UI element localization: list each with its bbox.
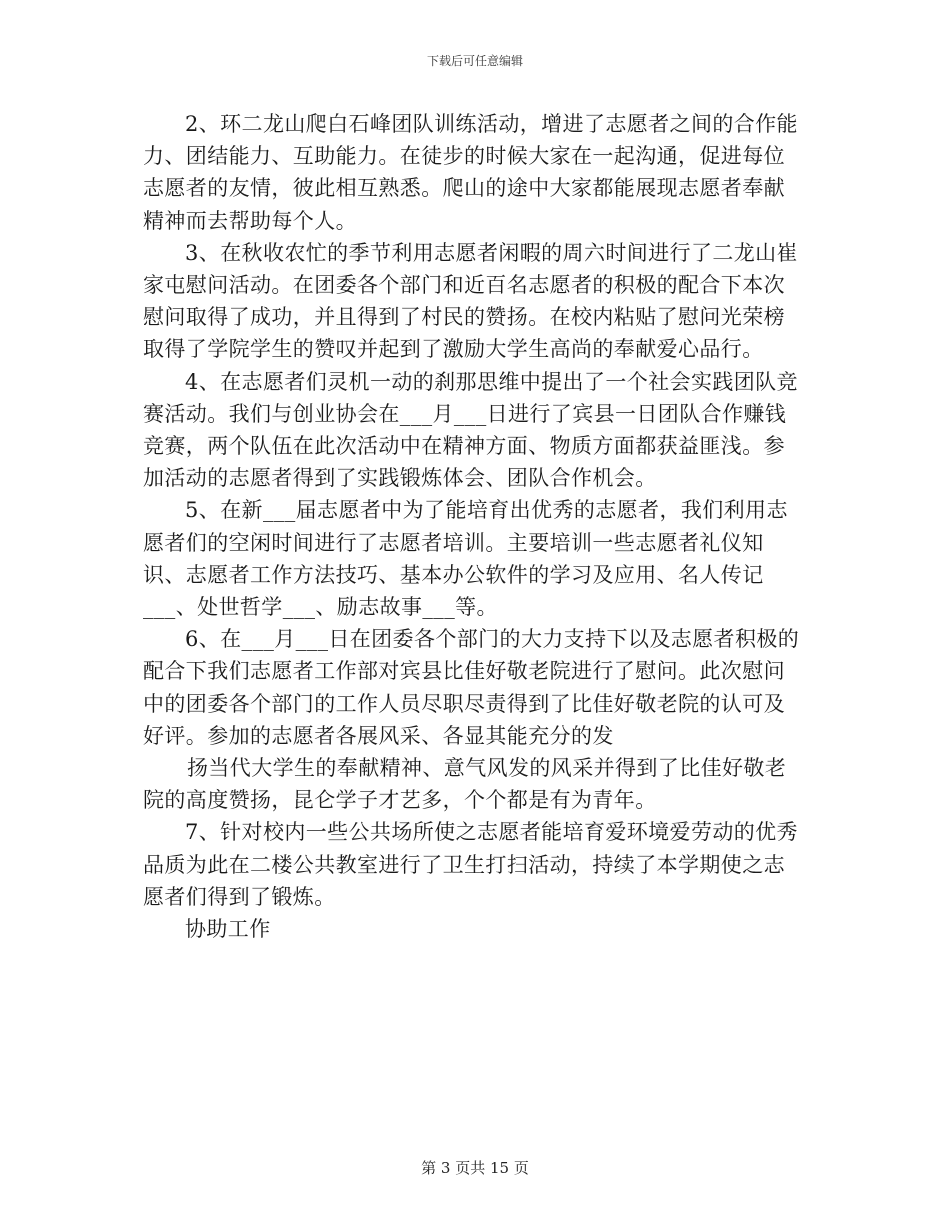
paragraph-item-6-continued: 扬当代大学生的奉献精神、意气风发的风采并得到了比佳好敬老院的高度赞扬，昆仑学子才艺多，个个都是有为青年。 xyxy=(143,756,787,813)
paragraph-item-4: 4、在志愿者们灵机一动的刹那思维中提出了一个社会实践团队竞赛活动。我们与创业协会在___月___日进行了宾县一日团队合作赚钱竞赛，两个队伍在此次活动中在精神方面、物质方面都获益匪浅。参加活动的志愿者得到了实践锻炼体会、团队合作机会。 xyxy=(143,369,798,491)
document-body xyxy=(143,108,805,945)
page-header: 下载后可任意编辑 xyxy=(426,54,523,68)
paragraph-item-2: 2、环二龙山爬白石峰团队训练活动，增进了志愿者之间的合作能力、团结能力、互助能力。在徒步的时候大家在一起沟通，促进每位志愿者的友情，彼此相互熟悉。爬山的途中大家都能展现志愿者奉献精神而去帮助每个人。 xyxy=(143,112,798,233)
section-heading: 协助工作 xyxy=(185,917,271,942)
paragraph-item-3: 3、在秋收农忙的季节利用志愿者闲暇的周六时间进行了二龙山崔家屯慰问活动。在团委各个部门和近百名志愿者的积极的配合下本次慰问取得了成功，并且得到了村民的赞扬。在校内粘贴了慰问光荣榜取得了学院学生的赞叹并起到了激励大学生高尚的奉献爱心品行。 xyxy=(143,240,798,362)
paragraph-item-7: 7、针对校内一些公共场所使之志愿者能培育爱环境爱劳动的优秀品质为此在二楼公共教室进行了卫生打扫活动，持续了本学期使之志愿者们得到了锻炼。 xyxy=(143,820,798,909)
paragraph-item-6: 6、在___月___日在团委各个部门的大力支持下以及志愿者积极的配合下我们志愿者工作部对宾县比佳好敬老院进行了慰问。此次慰问中的团委各个部门的工作人员尽职尽责得到了比佳好敬老院的认可及好评。参加的志愿者各展风采、各显其能充分的发 xyxy=(143,627,800,748)
paragraph-item-5: 5、在新___届志愿者中为了能培育出优秀的志愿者，我们利用志愿者们的空闲时间进行了志愿者培训。主要培训一些志愿者礼仪知识、志愿者工作方法技巧、基本办公软件的学习及应用、名人传记___、处世哲学___、励志故事___等。 xyxy=(143,498,788,620)
page-number: 第 3 页共 15 页 xyxy=(421,1159,529,1177)
